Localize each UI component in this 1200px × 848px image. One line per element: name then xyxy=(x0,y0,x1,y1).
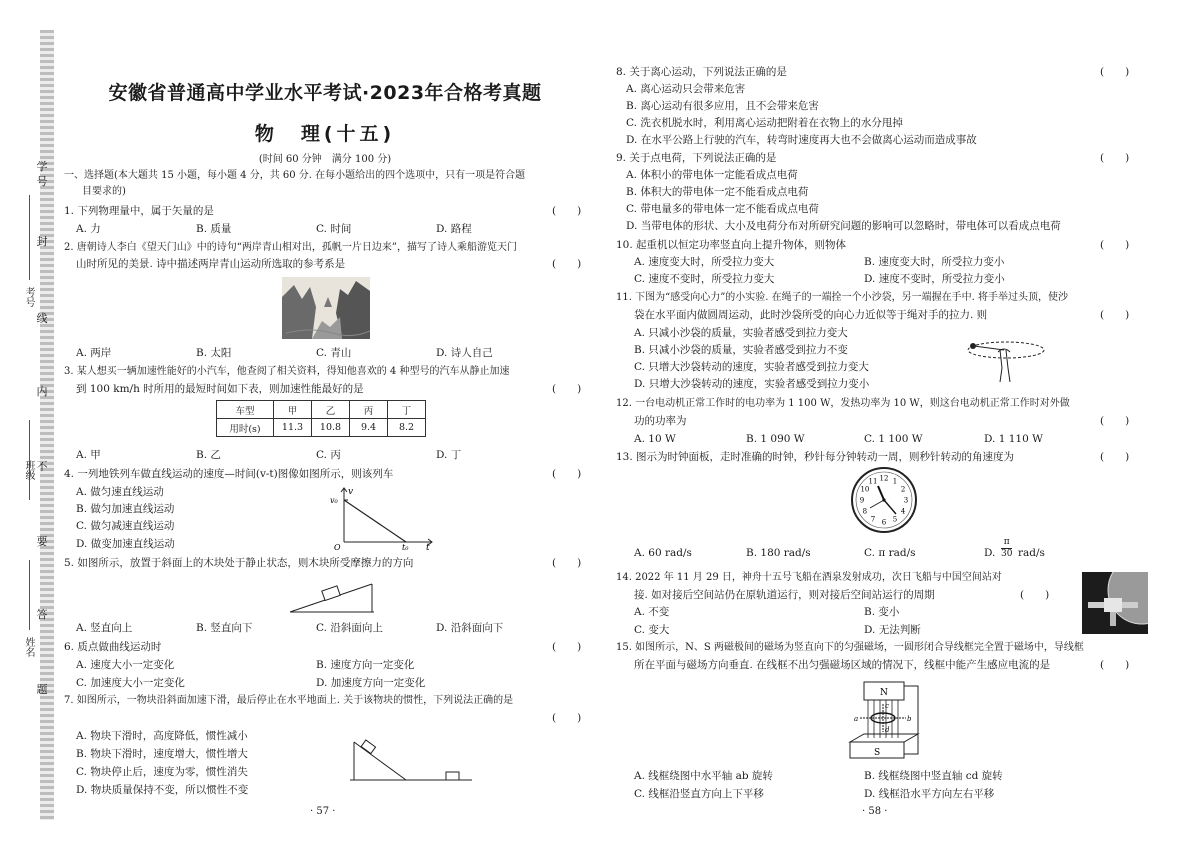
option: D. 速度不变时，所受拉力变小 xyxy=(864,273,1005,285)
option: C. 时间 xyxy=(316,223,352,235)
incline-block-figure xyxy=(288,578,378,614)
option: A. 力 xyxy=(76,223,101,235)
option: B. 速度变大时，所受拉力变小 xyxy=(864,256,1005,268)
option: C. 线框沿竖直方向上下平移 xyxy=(634,788,764,800)
answer-paren: ( ) xyxy=(552,468,582,480)
axis-label-d: d xyxy=(885,726,890,734)
option: A. 离心运动只会带来危害 xyxy=(626,83,746,95)
fraction-denominator: 30 xyxy=(1001,549,1013,559)
option: C. 物块停止后，速度为零，惯性消失 xyxy=(76,766,248,778)
spine-label: 不 xyxy=(36,460,48,473)
spine-label: 号 xyxy=(36,175,48,188)
axis-label-c: c xyxy=(885,702,889,710)
question-stem: 10. 起重机以恒定功率竖直向上提升物体，则物体 xyxy=(616,239,847,251)
option: B. 速度方向一定变化 xyxy=(316,659,415,671)
option: C. π rad/s xyxy=(864,547,916,559)
answer-paren: ( ) xyxy=(1100,239,1130,251)
option: D. 1 110 W xyxy=(984,433,1043,445)
option: C. 带电量多的带电体一定不能看成点电荷 xyxy=(626,203,819,215)
option: B. 太阳 xyxy=(196,347,232,359)
answer-paren: ( ) xyxy=(1100,659,1130,671)
landscape-painting-image xyxy=(282,277,370,339)
clock-numeral: 3 xyxy=(903,496,909,505)
axis-label-a: a xyxy=(854,715,859,723)
option: D. 加速度方向一定变化 xyxy=(316,677,426,689)
clock-numeral: 10 xyxy=(860,485,870,494)
option: B. 做匀加速直线运动 xyxy=(76,503,175,515)
question-stem: 14. 2022 年 11 月 29 日，神舟十五号飞船在酒泉发射成功，次日飞船与中国空间站对 xyxy=(616,572,1002,583)
option: B. 竖直向下 xyxy=(196,622,253,634)
option: A. 物块下滑时，高度降低，惯性减小 xyxy=(76,730,248,742)
question-stem: 袋在水平面内做圆周运动，此时沙袋所受的向心力近似等于绳对手的拉力. 则 xyxy=(634,309,988,321)
table-cell: 8.2 xyxy=(388,419,426,437)
table-cell: 丁 xyxy=(388,401,426,419)
spine-label: 题 xyxy=(36,683,48,696)
answer-paren: ( ) xyxy=(552,712,582,724)
page-subtitle: 物 理(十五) xyxy=(254,123,396,145)
question-stem: 1. 下列物理量中，属于矢量的是 xyxy=(64,205,214,217)
question-stem: 8. 关于离心运动，下列说法正确的是 xyxy=(616,66,787,78)
space-station-photo xyxy=(1082,572,1148,634)
clock-numeral: 6 xyxy=(881,518,887,527)
question-stem: 15. 如图所示，N、S 两磁极间的磁场为竖直向下的匀强磁场，一圆形闭合导线框完全置于磁场中，导线框 xyxy=(616,642,1084,653)
option: C. 变大 xyxy=(634,624,670,636)
table-row xyxy=(217,419,426,437)
option: B. 变小 xyxy=(864,606,900,618)
option: D. 丁 xyxy=(436,449,462,461)
option: A. 做匀速直线运动 xyxy=(76,486,164,498)
option: B. 乙 xyxy=(196,449,221,461)
fraction xyxy=(1001,537,1012,560)
spine-label: 答 xyxy=(36,608,48,621)
option: A. 体积小的带电体一定能看成点电荷 xyxy=(626,169,798,181)
option: D. 路程 xyxy=(436,223,472,235)
clock-numeral: 4 xyxy=(900,507,906,516)
option: A. 线框绕图中水平轴 ab 旋转 xyxy=(634,770,773,782)
option: A. 60 rad/s xyxy=(634,547,692,559)
question-stem: 到 100 km/h 时所用的最短时间如下表，则加速性能最好的是 xyxy=(76,383,364,395)
table-cell: 乙 xyxy=(312,401,350,419)
option: A. 甲 xyxy=(76,449,101,461)
right-page xyxy=(600,0,1200,848)
clock-numeral: 7 xyxy=(870,515,876,524)
option: C. 做匀减速直线运动 xyxy=(76,520,175,532)
answer-paren: ( ) xyxy=(1100,152,1130,164)
answer-paren: ( ) xyxy=(1100,309,1130,321)
option: B. 180 rad/s xyxy=(746,547,811,559)
acceleration-table xyxy=(216,400,426,437)
question-stem: 12. 一台电动机正常工作时的电功率为 1 100 W，发热功率为 10 W，则这台电动机正常工作时对外做 xyxy=(616,398,1070,409)
question-stem: 9. 关于点电荷，下列说法正确的是 xyxy=(616,152,777,164)
option: D. 当带电体的形状、大小及电荷分布对所研究问题的影响可以忽略时，带电体可以看成点电荷 xyxy=(626,220,1061,232)
answer-paren: ( ) xyxy=(1100,451,1130,463)
question-stem: 2. 唐朝诗人李白《望天门山》中的诗句“两岸青山相对出，孤帆一片日边来”，描写了诗人乘船游览天门 xyxy=(64,242,517,253)
option-d-prefix: D. xyxy=(984,547,996,559)
south-pole-label: S xyxy=(874,748,881,758)
page-number: · 57 · xyxy=(310,806,336,817)
question-stem: 接. 如对接后空间站仍在原轨道运行，则对接后空间站运行的周期 xyxy=(634,589,935,601)
option-d-unit: rad/s xyxy=(1018,547,1045,559)
question-stem: 7. 如图所示，一物块沿斜面加速下滑，最后停止在水平地面上. 关于该物块的惯性，下列说法正确的是 xyxy=(64,695,514,706)
name-field: 姓名 xyxy=(23,637,34,657)
question-stem: 4. 一列地铁列车做直线运动的速度—时间(v-t)图像如图所示，则该列车 xyxy=(64,468,394,480)
option: D. 无法判断 xyxy=(864,624,921,636)
clock-face-figure xyxy=(850,466,918,534)
option: C. 速度不变时，所受拉力变大 xyxy=(634,273,775,285)
option: C. 丙 xyxy=(316,449,341,461)
fill-line xyxy=(29,195,30,280)
vt-graph xyxy=(328,484,438,550)
option: D. 沿斜面向下 xyxy=(436,622,504,634)
table-cell: 9.4 xyxy=(350,419,388,437)
option: C. 沿斜面向上 xyxy=(316,622,383,634)
table-cell: 11.3 xyxy=(274,419,312,437)
table-cell: 用时(s) xyxy=(217,419,274,437)
clock-numeral: 2 xyxy=(900,485,906,494)
question-stem: 13. 图示为时钟面板，走时准确的时钟，秒针每分钟转动一周，则秒针转动的角速度为 xyxy=(616,451,1015,463)
section-heading: 目要求的) xyxy=(82,186,126,197)
answer-paren: ( ) xyxy=(552,383,582,395)
option: D. 做变加速直线运动 xyxy=(76,538,175,550)
option: B. 1 090 W xyxy=(746,433,805,445)
table-cell: 甲 xyxy=(274,401,312,419)
magnet-coil-figure xyxy=(844,680,924,762)
section-heading: 一、选择题(本大题共 15 小题，每小题 4 分，共 60 分. 在每小题给出的四个选项中，只有一项是符合题 xyxy=(64,170,526,181)
option: C. 只增大沙袋转动的速度，实验者感受到拉力变大 xyxy=(634,361,869,373)
option: D. 物块质量保持不变，所以惯性不变 xyxy=(76,784,249,796)
origin-label: O xyxy=(334,543,341,550)
question-stem: 所在平面与磁场方向垂直. 在线框不出匀强磁场区域的情况下，线框中能产生感应电流的是 xyxy=(634,659,1051,671)
question-stem: 功的功率为 xyxy=(634,415,687,427)
question-stem: 5. 如图所示，放置于斜面上的木块处于静止状态，则木块所受摩擦力的方向 xyxy=(64,557,414,569)
option: A. 两岸 xyxy=(76,347,112,359)
answer-paren: ( ) xyxy=(552,205,582,217)
option: A. 竖直向上 xyxy=(76,622,133,634)
option: A. 10 W xyxy=(634,433,676,445)
question-stem: 山时所见的美景. 诗中描述两岸青山运动所选取的参考系是 xyxy=(76,258,346,270)
option: A. 不变 xyxy=(634,606,670,618)
clock-numeral: 9 xyxy=(859,496,865,505)
page-number: · 58 · xyxy=(862,806,888,817)
clock-numeral: 5 xyxy=(892,515,898,524)
option: D. 线框沿水平方向左右平移 xyxy=(864,788,995,800)
spine-label: 线 xyxy=(36,312,48,325)
axis-label-b: b xyxy=(907,715,912,723)
spine-label: 学 xyxy=(36,160,48,173)
table-cell: 10.8 xyxy=(312,419,350,437)
answer-paren: ( ) xyxy=(1100,66,1130,78)
clock-numeral: 12 xyxy=(879,474,889,483)
binding-strip xyxy=(40,30,54,820)
axis-label-v0: v₀ xyxy=(330,496,338,505)
spine-label: 内 xyxy=(36,385,48,398)
option: B. 只减小沙袋的质量，实验者感受到拉力不变 xyxy=(634,344,848,356)
table-row xyxy=(217,401,426,419)
clock-numeral: 8 xyxy=(862,507,868,516)
sandbag-circle-figure xyxy=(964,334,1048,386)
option: C. 洗衣机脱水时，利用离心运动把附着在衣物上的水分甩掉 xyxy=(626,117,903,129)
class-field: 班级 xyxy=(23,460,34,480)
option: A. 速度大小一定变化 xyxy=(76,659,175,671)
question-stem: 6. 质点做曲线运动时 xyxy=(64,641,162,653)
option: C. 1 100 W xyxy=(864,433,923,445)
option: D. 在水平公路上行驶的汽车，转弯时速度再大也不会做离心运动而造成事故 xyxy=(626,134,977,146)
axis-label-v: v xyxy=(348,487,354,497)
fill-line xyxy=(29,560,30,630)
axis-label-t: t xyxy=(426,543,430,550)
option: C. 加速度大小一定变化 xyxy=(76,677,185,689)
option: B. 物块下滑时，速度增大，惯性增大 xyxy=(76,748,248,760)
answer-paren: ( ) xyxy=(1020,589,1050,601)
clock-numeral: 1 xyxy=(892,477,898,486)
clock-numeral: 11 xyxy=(868,477,878,486)
exam-meta: (时间 60 分钟 满分 100 分) xyxy=(258,154,392,165)
answer-paren: ( ) xyxy=(552,641,582,653)
spine-label: 要 xyxy=(36,535,48,548)
page-title: 安徽省普通高中学业水平考试·2023年合格考真题 xyxy=(108,82,542,104)
fraction-numerator: π xyxy=(1001,537,1012,549)
option: C. 青山 xyxy=(316,347,352,359)
question-stem: 11. 下图为“感受向心力”的小实验. 在绳子的一端拴一个小沙袋，另一端握在手中. 将手举过头顶，使沙 xyxy=(616,292,1069,303)
option: A. 速度变大时，所受拉力变大 xyxy=(634,256,775,268)
table-cell: 车型 xyxy=(217,401,274,419)
option: B. 离心运动有很多应用，且不会带来危害 xyxy=(626,100,819,112)
answer-paren: ( ) xyxy=(552,557,582,569)
north-pole-label: N xyxy=(880,688,888,698)
exam-number-field: 考号 xyxy=(23,287,34,307)
option: B. 线框绕图中竖直轴 cd 旋转 xyxy=(864,770,1003,782)
spine-label: 封 xyxy=(36,235,48,248)
option: B. 体积大的带电体一定不能看成点电荷 xyxy=(626,186,809,198)
table-cell: 丙 xyxy=(350,401,388,419)
axis-label-t0: t₀ xyxy=(402,543,409,550)
answer-paren: ( ) xyxy=(552,258,582,270)
option: B. 质量 xyxy=(196,223,232,235)
option: D. 诗人自己 xyxy=(436,347,493,359)
option: A. 只减小沙袋的质量，实验者感受到拉力变大 xyxy=(634,327,848,339)
option: D. 只增大沙袋转动的速度，实验者感受到拉力变小 xyxy=(634,378,870,390)
answer-paren: ( ) xyxy=(1100,415,1130,427)
slope-floor-figure xyxy=(348,738,476,784)
question-stem: 3. 某人想买一辆加速性能好的小汽车，他查阅了相关资料，得知他喜欢的 4 种型号的汽车从静止加速 xyxy=(64,366,510,377)
